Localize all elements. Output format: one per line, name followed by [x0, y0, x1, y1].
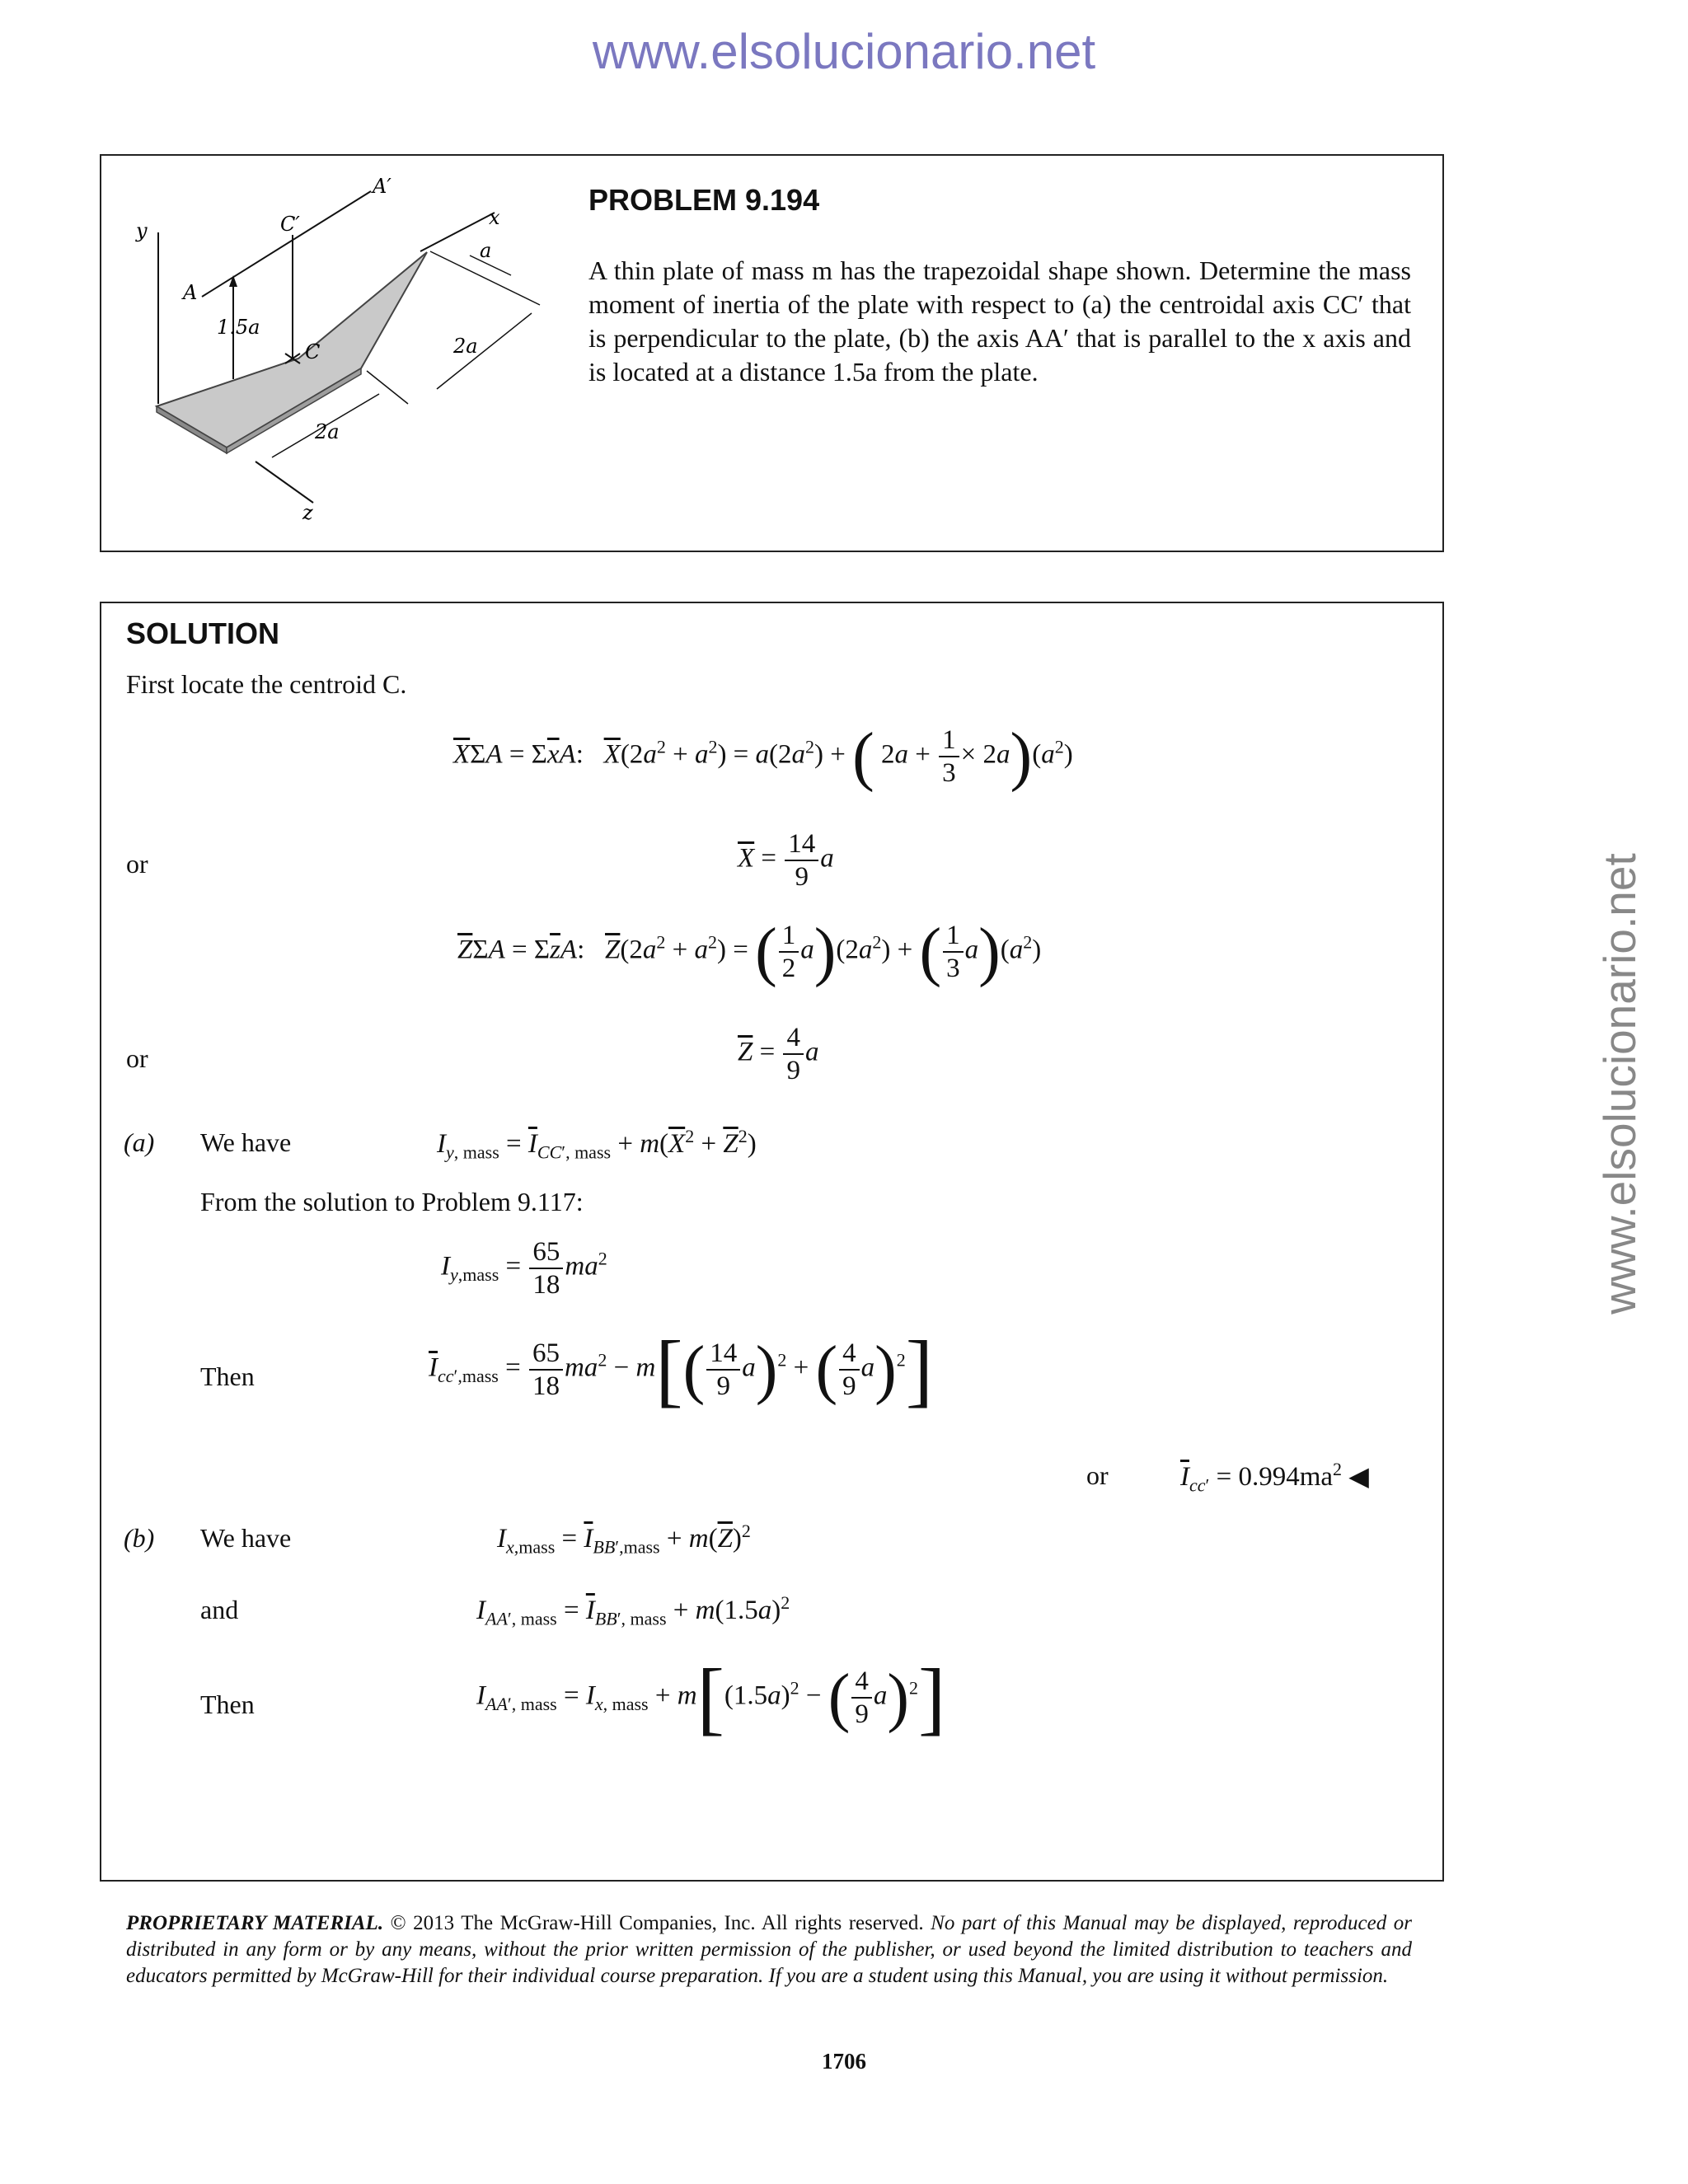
- proprietary-footer: PROPRIETARY MATERIAL. © 2013 The McGraw-Hill Companies, Inc. All rights reserved. No part of this Manual may be displayed, reproduced or distributed in any form or by any means, without the prior written permission of the publisher, or used beyond the limited distribution to teachers and educators permitted by McGraw-Hill for their individual course preparation. If you are a student using this Manual, you are using it without permission.: [126, 1912, 1412, 1987]
- watermark-side: www.elsolucionario.net: [1594, 853, 1645, 1315]
- or-label-2: or: [126, 1043, 148, 1073]
- label-x: x: [489, 206, 500, 229]
- label-2a-side: 2a: [453, 335, 478, 358]
- equation-iy-mass: $I_{y,mass}$ = $\frac{65}{18}$ $ma^2$: [441, 1237, 607, 1300]
- label-1-5a: 1.5a: [217, 316, 260, 339]
- label-z: z: [302, 501, 313, 524]
- or-label-1: or: [126, 849, 148, 879]
- from-solution-text: From the solution to Problem 9.117:: [200, 1187, 584, 1216]
- equation-z-bar: $\overline{Z}\Sigma A = \Sigma\overline{z}A$: $\overline{Z}(2a^2 + a^2)$ = ( $\frac{1}{2}$ $a)(2a^2)$ + ( $\frac{1}{3}$ $a)(a^2)$: [457, 916, 1042, 988]
- page-number: 1706: [822, 2049, 866, 2074]
- problem-statement: A thin plate of mass m has the trapezoidal shape shown. Determine the mass moment of inertia of the plate with respect to (a) the centroidal axis CC′ that is perpendicular to the plate, (b) the axis AA′ that is parallel to the x axis and is located at a distance 1.5a from the plate.: [588, 255, 1411, 387]
- equation-x-bar-result: $\overline{X}$ = $\frac{14}{9}$ a: [738, 829, 834, 892]
- equation-parallel-axis-a: $I_{y, mass} = \overline{I}_{CC', mass} + m(\overline{X}^2 + \overline{Z}^2)$: [437, 1126, 757, 1163]
- end-marker-icon: ◀: [1348, 1461, 1369, 1491]
- label-A-prime: A′: [373, 175, 392, 198]
- equation-z-bar-result: $\overline{Z}$ = $\frac{4}{9}$ a: [738, 1023, 819, 1085]
- label-2a-bottom: 2a: [315, 420, 340, 443]
- then-label-a: Then: [200, 1361, 255, 1391]
- trapezoid-plate-figure: [124, 173, 569, 536]
- solution-heading: SOLUTION: [126, 616, 279, 650]
- equation-icc-calc: $\overline{I}_{cc',mass}$ = $\frac{65}{18}$ $ma^2 - m$[( $\frac{14}{9}$ a)$^2$ + ( $\frac{4}{9}$ a)$^2$]: [429, 1324, 934, 1415]
- equation-x-bar: $\overline{X}\Sigma A = \Sigma\overline{x}A$: $\overline{X}(2a^2 + a^2) = a(2a^2)$ + ( 2a + $\frac{1}{3}$ × $2a)(a^2)$: [453, 720, 1073, 793]
- equation-ix-mass: $I_{x,mass} = \overline{I}_{BB',mass} + m(\overline{Z})^2$: [497, 1521, 751, 1558]
- label-C-prime: C′: [280, 213, 300, 236]
- label-C: C: [305, 340, 321, 363]
- part-b-we-have: We have: [200, 1523, 292, 1553]
- label-a: a: [480, 239, 492, 262]
- solution-intro: First locate the centroid C.: [126, 669, 407, 699]
- watermark-top: www.elsolucionario.net: [592, 24, 1096, 79]
- label-y: y: [136, 219, 148, 242]
- part-b-label: (b): [124, 1523, 155, 1553]
- label-A: A: [183, 281, 198, 304]
- equation-iaa-calc: $I_{AA', mass} = I_{x, mass} + m[(1.5a)^2$ − ( $\frac{4}{9}$ a)$^2$]: [476, 1652, 946, 1743]
- result-a: $\overline{I}_{cc'} = 0.994ma^2$ ◀: [1180, 1459, 1369, 1496]
- part-a-label: (a): [124, 1127, 155, 1157]
- then-label-b: Then: [200, 1690, 255, 1719]
- and-label: and: [200, 1595, 239, 1624]
- part-a-we-have: We have: [200, 1127, 292, 1157]
- problem-heading: PROBLEM 9.194: [588, 183, 820, 217]
- or-result-label: or: [1086, 1460, 1109, 1490]
- equation-iaa-mass: $I_{AA', mass} = \overline{I}_{BB', mass} + m(1.5a)^2$: [476, 1592, 790, 1629]
